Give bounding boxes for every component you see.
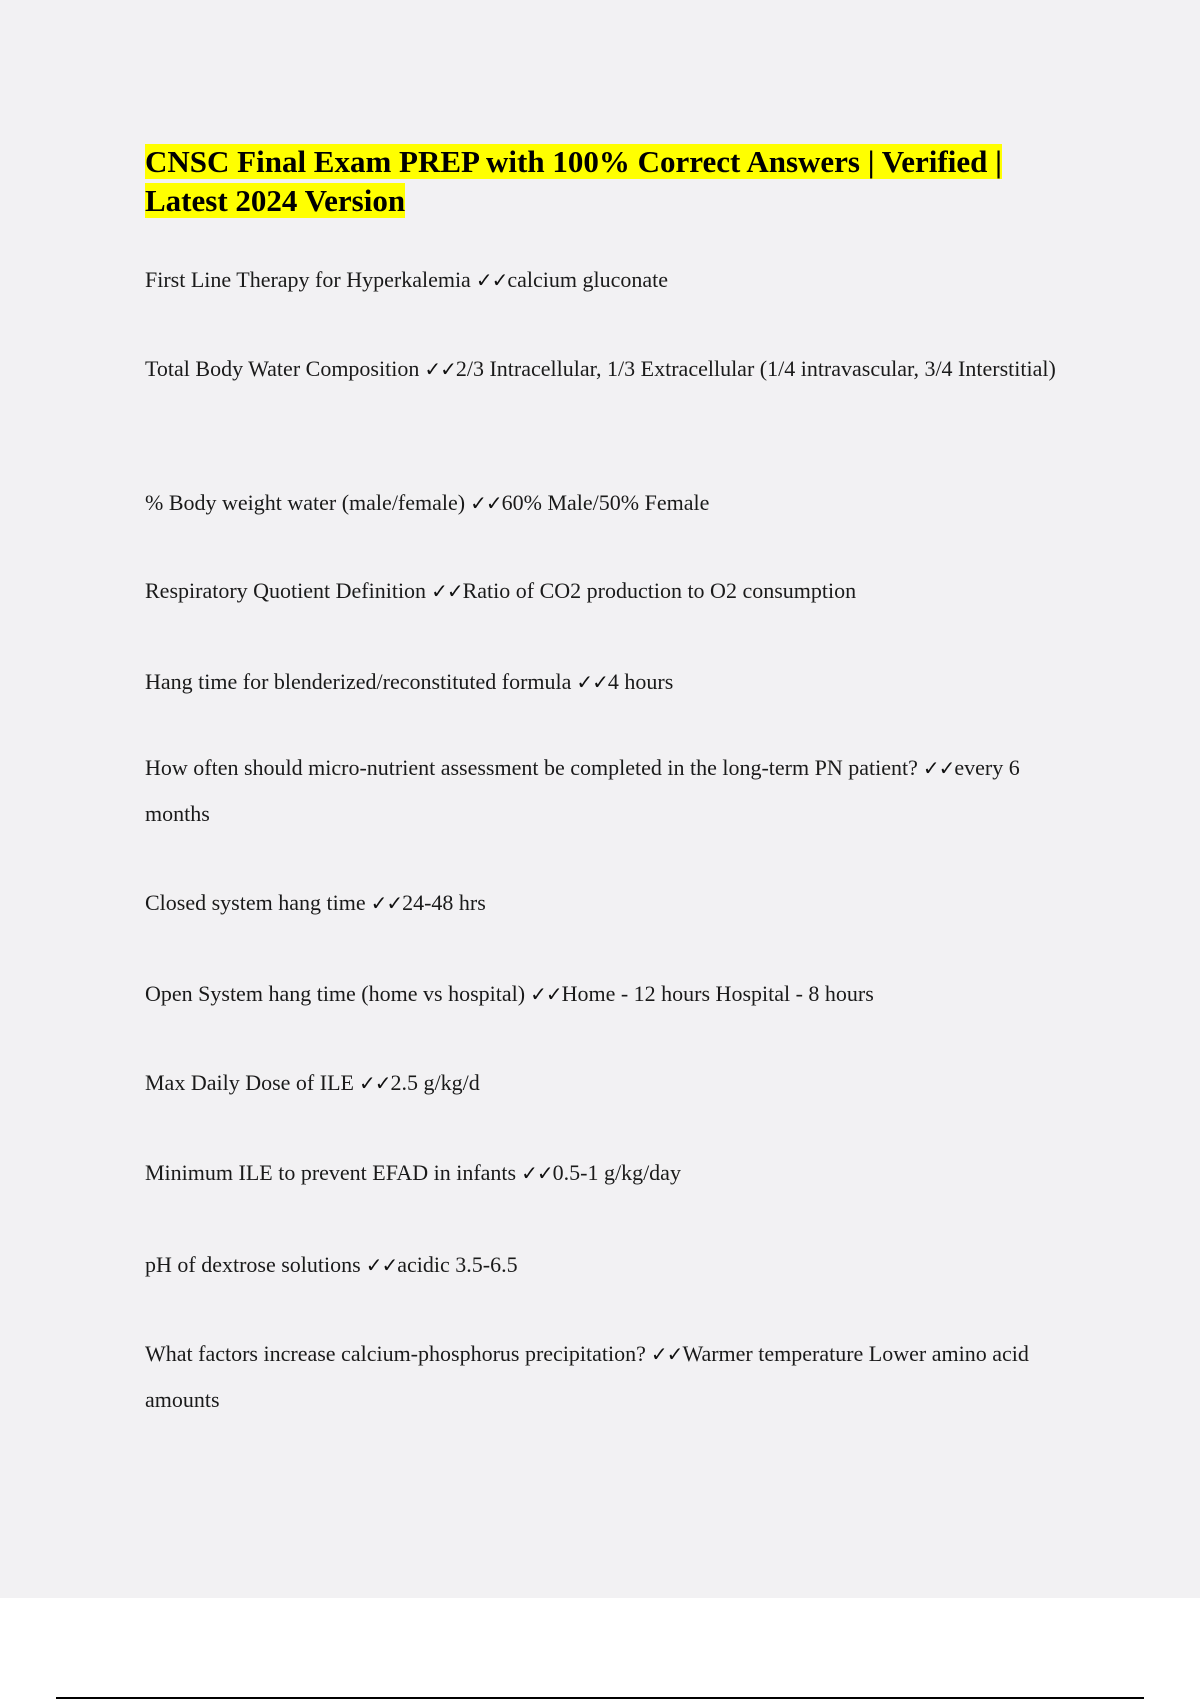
qa-item bbox=[145, 659, 1085, 705]
question-text: What factors increase calcium-phosphorus precipitation? bbox=[145, 1341, 646, 1366]
qa-item bbox=[145, 745, 1085, 836]
question-text: Closed system hang time bbox=[145, 890, 366, 915]
qa-item bbox=[145, 1242, 1085, 1288]
qa-item bbox=[145, 971, 1085, 1017]
qa-item bbox=[145, 568, 1085, 614]
answer-text: acidic 3.5-6.5 bbox=[397, 1252, 518, 1277]
question-text: Max Daily Dose of ILE bbox=[145, 1070, 354, 1095]
question-text: Hang time for blenderized/reconstituted formula bbox=[145, 669, 572, 694]
question-text: Total Body Water Composition bbox=[145, 356, 420, 381]
answer-text: Home - 12 hours Hospital - 8 hours bbox=[561, 981, 874, 1006]
check-icon: ✓✓ bbox=[530, 982, 562, 1006]
answer-text: 4 hours bbox=[607, 669, 674, 694]
question-text: pH of dextrose solutions bbox=[145, 1252, 361, 1277]
qa-item bbox=[145, 1060, 1085, 1106]
question-text: First Line Therapy for Hyperkalemia bbox=[145, 267, 471, 292]
answer-text: 60% Male/50% Female bbox=[501, 490, 710, 515]
question-text: % Body weight water (male/female) bbox=[145, 490, 466, 515]
check-icon: ✓✓ bbox=[650, 1342, 683, 1366]
check-icon: ✓✓ bbox=[370, 891, 403, 915]
qa-item bbox=[145, 1150, 1085, 1196]
check-icon: ✓✓ bbox=[475, 268, 508, 292]
answer-text: every 6 months bbox=[145, 755, 1020, 826]
check-icon: ✓✓ bbox=[576, 670, 608, 694]
answer-text: 24-48 hrs bbox=[402, 890, 486, 915]
document-title bbox=[145, 142, 1065, 220]
answer-text: Ratio of CO2 production to O2 consumption bbox=[462, 578, 857, 603]
answer-text: 0.5-1 g/kg/day bbox=[552, 1160, 681, 1185]
answer-text: Warmer temperature Lower amino acid amounts bbox=[145, 1341, 1029, 1412]
check-icon: ✓✓ bbox=[922, 756, 955, 780]
answer-text: 2.5 g/kg/d bbox=[390, 1070, 480, 1095]
qa-item bbox=[145, 1331, 1085, 1422]
qa-item bbox=[145, 480, 1085, 526]
answer-text: 2/3 Intracellular, 1/3 Extracellular (1/4 intravascular, 3/4 Interstitial) bbox=[455, 356, 1056, 381]
question-text: Minimum ILE to prevent EFAD in infants bbox=[145, 1160, 517, 1185]
question-text: Respiratory Quotient Definition bbox=[145, 578, 427, 603]
answer-text: calcium gluconate bbox=[507, 267, 668, 292]
check-icon: ✓✓ bbox=[358, 1071, 391, 1095]
qa-item bbox=[145, 880, 1085, 926]
check-icon: ✓✓ bbox=[521, 1161, 553, 1185]
check-icon: ✓✓ bbox=[470, 491, 502, 515]
qa-item bbox=[145, 257, 1085, 303]
check-icon: ✓✓ bbox=[365, 1253, 398, 1277]
title-highlight: CNSC Final Exam PREP with 100% Correct Answers | Verified | Latest 2024 Version bbox=[145, 144, 1002, 218]
check-icon: ✓✓ bbox=[424, 357, 456, 381]
check-icon: ✓✓ bbox=[431, 579, 463, 603]
question-text: Open System hang time (home vs hospital) bbox=[145, 981, 526, 1006]
footer-divider bbox=[56, 1697, 1144, 1699]
question-text: How often should micro-nutrient assessment be completed in the long-term PN patient? bbox=[145, 755, 918, 780]
qa-item bbox=[145, 346, 1085, 392]
